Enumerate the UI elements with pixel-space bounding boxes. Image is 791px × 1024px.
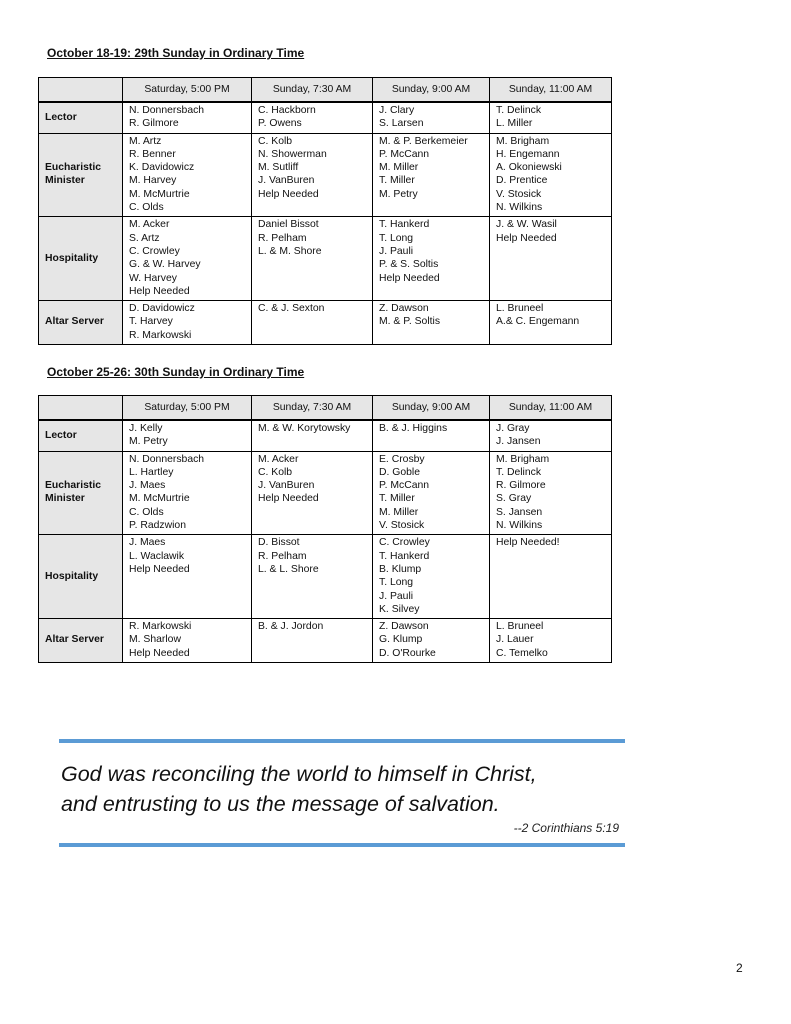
assignment-cell [123, 420, 252, 451]
volunteer-name: J. Lauer [496, 634, 534, 646]
volunteer-name: J. Maes [129, 480, 166, 492]
volunteer-name: Help Needed [258, 493, 319, 505]
assignment-cell [490, 133, 612, 217]
assignment-cell [490, 301, 612, 345]
assignment-cell [373, 133, 490, 217]
header-row [39, 396, 612, 421]
volunteer-name: B. & J. Higgins [379, 423, 448, 434]
volunteer-name: M. & P. Berkemeier [379, 135, 468, 147]
volunteer-name: J. Jansen [496, 436, 541, 448]
volunteer-name: Help Needed! [496, 537, 560, 549]
table-row [39, 217, 612, 301]
volunteer-name: T. Harvey [129, 316, 173, 328]
volunteer-name: A.& C. Engemann [496, 316, 580, 328]
volunteer-name: A. Okoniewski [496, 162, 562, 174]
section-title-oct-18-19: October 18-19: 29th Sunday in Ordinary Time [47, 46, 305, 60]
column-header: Sunday, 11:00 AM [490, 396, 612, 421]
assignment-cell [373, 301, 490, 345]
header-row [39, 78, 612, 103]
assignment-cell [252, 619, 373, 663]
volunteer-name: Daniel Bissot [258, 219, 319, 231]
assignment-cell [252, 217, 373, 301]
volunteer-name: Z. Dawson [379, 303, 429, 315]
volunteer-name: R. Pelham [258, 550, 307, 562]
volunteer-name: T. Hankerd [379, 219, 430, 231]
volunteer-name: G. & W. Harvey [129, 259, 201, 271]
role-label: Lector [39, 102, 123, 133]
volunteer-name: J. Pauli [379, 245, 414, 257]
volunteer-name: D. O'Rourke [379, 647, 436, 659]
column-header: Saturday, 5:00 PM [123, 396, 252, 421]
role-label: Eucharistic Minister [39, 133, 123, 217]
role-label: Altar Server [39, 301, 123, 345]
volunteer-name: V. Stosick [379, 520, 425, 532]
volunteer-name: J. & W. Wasil [496, 219, 557, 231]
volunteer-name: D. Goble [379, 466, 421, 478]
volunteer-name: Help Needed [129, 647, 190, 659]
assignment-cell [123, 535, 252, 619]
volunteer-name: M. Petry [129, 436, 168, 448]
volunteer-name: M. Sharlow [129, 634, 181, 646]
volunteer-name: C. Crowley [129, 245, 180, 257]
volunteer-name: M. & W. Korytowsky [258, 423, 351, 434]
volunteer-name: T. Miller [379, 175, 415, 187]
assignment-cell [252, 301, 373, 345]
volunteer-name: T. Delinck [496, 466, 542, 478]
column-header: Sunday, 9:00 AM [373, 78, 490, 103]
assignment-cell [373, 451, 490, 535]
assignment-cell [123, 217, 252, 301]
assignment-cell [373, 420, 490, 451]
volunteer-name: M. & P. Soltis [379, 316, 441, 328]
volunteer-name: R. Markowski [129, 329, 192, 341]
assignment-cell [123, 451, 252, 535]
volunteer-name: B. & J. Jordon [258, 621, 324, 633]
volunteer-name: K. Silvey [379, 603, 420, 615]
assignment-cell [252, 420, 373, 451]
page-number: 2 [736, 961, 743, 975]
volunteer-name: L. Bruneel [496, 303, 544, 315]
volunteer-name: G. Klump [379, 634, 423, 646]
volunteer-name: Help Needed [129, 285, 190, 297]
volunteer-name: T. Long [379, 232, 414, 244]
volunteer-name: T. Miller [379, 493, 415, 505]
quote-citation: --2 Corinthians 5:19 [513, 821, 619, 835]
volunteer-name: Help Needed [129, 563, 190, 575]
volunteer-name: R. Gilmore [496, 480, 546, 492]
volunteer-name: J. Gray [496, 423, 530, 434]
volunteer-name: N. Wilkins [496, 202, 543, 214]
column-header: Sunday, 11:00 AM [490, 78, 612, 103]
assignment-cell [490, 535, 612, 619]
role-label: Altar Server [39, 619, 123, 663]
role-label: Hospitality [39, 535, 123, 619]
assignment-cell [123, 102, 252, 133]
header-corner-cell [39, 78, 123, 103]
section-title-oct-25-26: October 25-26: 30th Sunday in Ordinary Time [47, 365, 305, 379]
volunteer-name: R. Benner [129, 148, 176, 160]
volunteer-name: J. Kelly [129, 423, 163, 434]
volunteer-name: S. Jansen [496, 506, 543, 518]
role-label: Hospitality [39, 217, 123, 301]
assignment-cell [490, 451, 612, 535]
volunteer-name: N. Wilkins [496, 520, 543, 532]
volunteer-name: S. Larsen [379, 118, 424, 130]
table-row [39, 420, 612, 451]
quote-text [61, 759, 537, 819]
volunteer-name: N. Donnersbach [129, 453, 205, 465]
assignment-cell [373, 535, 490, 619]
volunteer-name: P. McCann [379, 480, 430, 492]
assignment-cell [490, 102, 612, 133]
volunteer-name: W. Harvey [129, 272, 177, 284]
volunteer-name: T. Hankerd [379, 550, 430, 562]
assignment-cell [123, 619, 252, 663]
volunteer-name: M. Brigham [496, 453, 550, 465]
volunteer-name: Help Needed [258, 188, 319, 200]
assignment-cell [123, 301, 252, 345]
volunteer-name: J. Pauli [379, 590, 414, 602]
volunteer-name: T. Delinck [496, 105, 542, 116]
volunteer-name: P. & S. Soltis [379, 259, 439, 271]
volunteer-name: J. VanBuren [258, 480, 315, 492]
volunteer-name: J. Maes [129, 537, 166, 549]
volunteer-name: K. Davidowicz [129, 162, 195, 174]
volunteer-name: M. Harvey [129, 175, 177, 187]
table-row [39, 619, 612, 663]
volunteer-name: C. Olds [129, 506, 164, 518]
volunteer-name: R. Gilmore [129, 118, 179, 130]
volunteer-name: M. Miller [379, 506, 419, 518]
role-label: Eucharistic Minister [39, 451, 123, 535]
volunteer-name: Help Needed [496, 232, 557, 244]
column-header: Saturday, 5:00 PM [123, 78, 252, 103]
volunteer-name: C. Hackborn [258, 105, 316, 116]
volunteer-name: Z. Dawson [379, 621, 429, 633]
assignment-cell [373, 619, 490, 663]
volunteer-name: C. Kolb [258, 135, 293, 147]
volunteer-name: R. Markowski [129, 621, 192, 633]
volunteer-name: E. Crosby [379, 453, 425, 465]
quote-line-2: and entrusting to us the message of salvation. [61, 792, 500, 816]
volunteer-name: P. Owens [258, 118, 302, 130]
volunteer-name: M. Acker [258, 453, 299, 465]
column-header: Sunday, 7:30 AM [252, 396, 373, 421]
volunteer-name: L. & M. Shore [258, 245, 322, 257]
volunteer-name: L. & L. Shore [258, 563, 319, 575]
volunteer-name: C. Crowley [379, 537, 430, 549]
volunteer-name: C. & J. Sexton [258, 303, 325, 315]
volunteer-name: C. Temelko [496, 647, 548, 659]
volunteer-name: L. Waclawik [129, 550, 185, 562]
quote-line-1: God was reconciling the world to himself in Christ, [61, 762, 537, 786]
volunteer-name: N. Showerman [258, 148, 327, 160]
assignment-cell [252, 535, 373, 619]
volunteer-name: M. Acker [129, 219, 170, 231]
schedule-table-oct-18-19 [38, 77, 612, 345]
assignment-cell [252, 102, 373, 133]
volunteer-name: M. Miller [379, 162, 419, 174]
assignment-cell [490, 619, 612, 663]
table-row [39, 301, 612, 345]
role-label: Lector [39, 420, 123, 451]
table-row [39, 133, 612, 217]
assignment-cell [252, 133, 373, 217]
volunteer-name: D. Prentice [496, 175, 548, 187]
volunteer-name: H. Engemann [496, 148, 560, 160]
volunteer-name: M. Sutliff [258, 162, 299, 174]
volunteer-name: M. McMurtrie [129, 188, 190, 200]
assignment-cell [252, 451, 373, 535]
volunteer-name: M. Artz [129, 135, 162, 147]
volunteer-name: C. Olds [129, 202, 164, 214]
assignment-cell [123, 133, 252, 217]
header-corner-cell [39, 396, 123, 421]
volunteer-name: M. Petry [379, 188, 418, 200]
column-header: Sunday, 9:00 AM [373, 396, 490, 421]
volunteer-name: P. McCann [379, 148, 430, 160]
volunteer-name: S. Gray [496, 493, 532, 505]
volunteer-name: N. Donnersbach [129, 105, 205, 116]
volunteer-name: D. Bissot [258, 537, 300, 549]
volunteer-name: V. Stosick [496, 188, 542, 200]
assignment-cell [373, 102, 490, 133]
scripture-quote [59, 739, 625, 847]
volunteer-name: M. Brigham [496, 135, 550, 147]
volunteer-name: D. Davidowicz [129, 303, 195, 315]
volunteer-name: R. Pelham [258, 232, 307, 244]
column-header: Sunday, 7:30 AM [252, 78, 373, 103]
volunteer-name: J. Clary [379, 105, 415, 116]
volunteer-name: S. Artz [129, 232, 160, 244]
table-row [39, 535, 612, 619]
table-row [39, 102, 612, 133]
volunteer-name: P. Radzwion [129, 520, 186, 532]
assignment-cell [373, 217, 490, 301]
volunteer-name: L. Miller [496, 118, 533, 130]
schedule-table-oct-25-26 [38, 395, 612, 663]
volunteer-name: C. Kolb [258, 466, 293, 478]
volunteer-name: L. Bruneel [496, 621, 544, 633]
volunteer-name: J. VanBuren [258, 175, 315, 187]
volunteer-name: B. Klump [379, 563, 422, 575]
table-row [39, 451, 612, 535]
volunteer-name: M. McMurtrie [129, 493, 190, 505]
volunteer-name: L. Hartley [129, 466, 174, 478]
volunteer-name: Help Needed [379, 272, 440, 284]
assignment-cell [490, 217, 612, 301]
assignment-cell [490, 420, 612, 451]
volunteer-name: T. Long [379, 577, 414, 589]
